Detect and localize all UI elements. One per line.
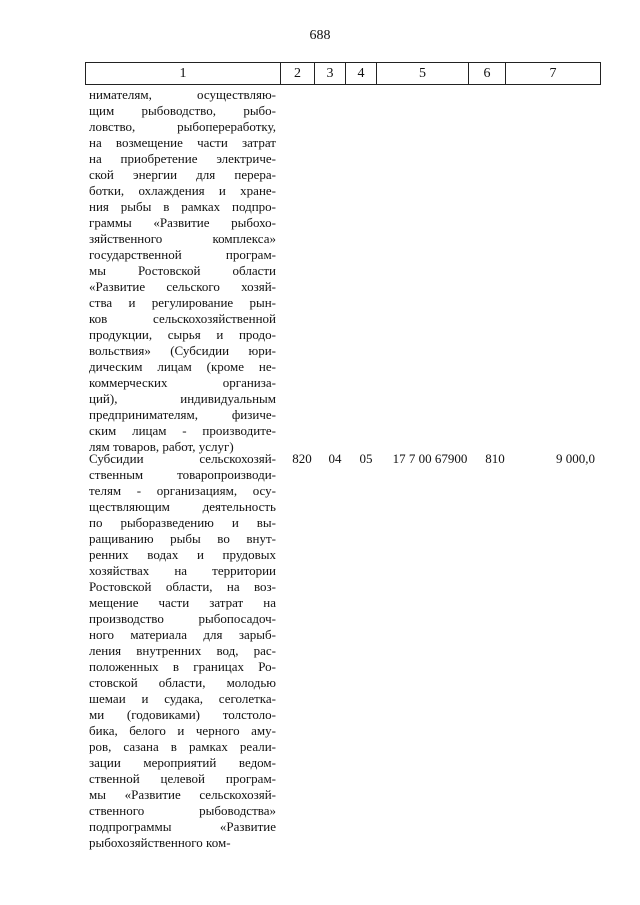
text-line: ков сельскохозяйственной: [89, 311, 276, 326]
text-line: ским лицам - производите-: [89, 423, 276, 438]
text-line: нимателям, осуществляю-: [89, 87, 276, 102]
text-line: ций), индивидуальным: [89, 391, 276, 406]
column-header-7: 7: [506, 63, 601, 85]
text-line: стовской области, молодью: [89, 675, 276, 690]
cell-ministry-code: 820: [292, 451, 312, 466]
cell-section-code: 04: [328, 451, 342, 466]
column-header-5: 5: [377, 63, 469, 85]
text-line: граммы «Развитие рыбохо-: [89, 215, 276, 230]
text-line: продукции, сырья и продо-: [89, 327, 276, 342]
text-line: по рыборазведению и вы-: [89, 515, 276, 530]
text-line: Субсидии сельскохозяй-: [89, 451, 276, 466]
text-line: ботки, охлаждения и хране-: [89, 183, 276, 198]
text-line: бика, белого и черного аму-: [89, 723, 276, 738]
column-header-6: 6: [469, 63, 506, 85]
cell-target-article-code: 17 7 00 67900: [392, 451, 468, 466]
text-line: ственной целевой програм-: [89, 771, 276, 786]
text-line: щим рыбоводство, рыбо-: [89, 103, 276, 118]
text-line: предпринимателям, физиче-: [89, 407, 276, 422]
column-header-3: 3: [315, 63, 346, 85]
text-line: лям товаров, работ, услуг): [89, 439, 234, 454]
text-line: ственного рыбоводства»: [89, 803, 276, 818]
row-description-fish-breeding-subsidy: [89, 451, 276, 851]
text-line: хозяйствах на территории: [89, 563, 276, 578]
text-line: ловство, рыбопереработку,: [89, 119, 276, 134]
text-line: государственной програм-: [89, 247, 276, 262]
page-number: 688: [309, 28, 331, 43]
column-header-4: 4: [346, 63, 377, 85]
text-line: мы «Развитие сельскохозяй-: [89, 787, 276, 802]
text-line: зации мероприятий ведом-: [89, 755, 276, 770]
text-line: зяйственного комплекса»: [89, 231, 276, 246]
text-line: мещение части затрат на: [89, 595, 276, 610]
text-line: ренних водах и прудовых: [89, 547, 276, 562]
text-line: производство рыбопосадоч-: [89, 611, 276, 626]
text-line: положенных в границах Ро-: [89, 659, 276, 674]
text-line: ращиванию рыбы во внут-: [89, 531, 276, 546]
text-line: телям - организациям, осу-: [89, 483, 276, 498]
text-line: дическим лицам (кроме не-: [89, 359, 276, 374]
table-header: [85, 62, 601, 85]
text-line: мы Ростовской области: [89, 263, 276, 278]
text-line: Ростовской области, на воз-: [89, 579, 276, 594]
text-line: рыбохозяйственного ком-: [89, 835, 231, 850]
text-line: ществляющим деятельность: [89, 499, 276, 514]
text-line: подпрограммы «Развитие: [89, 819, 276, 834]
text-line: ния рыбы в рамках подпро-: [89, 199, 276, 214]
cell-subsection-code: 05: [359, 451, 373, 466]
column-header-2: 2: [281, 63, 315, 85]
column-header-1: 1: [86, 63, 281, 85]
text-line: ления внутренних вод, рас-: [89, 643, 276, 658]
text-line: «Развитие сельского хозяй-: [89, 279, 276, 294]
text-line: шемаи и судака, сеголетка-: [89, 691, 276, 706]
text-line: на приобретение электриче-: [89, 151, 276, 166]
text-line: ров, сазана в рамках реали-: [89, 739, 276, 754]
text-line: ской энергии для перера-: [89, 167, 276, 182]
text-line: ми (годовиками) толстоло-: [89, 707, 276, 722]
cell-expense-type-code: 810: [485, 451, 505, 466]
text-line: ственным товаропроизводи-: [89, 467, 276, 482]
cell-amount: 9 000,0: [556, 451, 595, 466]
text-line: вольствия» (Субсидии юри-: [89, 343, 276, 358]
text-line: ства и регулирование рын-: [89, 295, 276, 310]
text-line: ного материала для зарыб-: [89, 627, 276, 642]
text-line: на возмещение части затрат: [89, 135, 276, 150]
text-line: коммерческих организа-: [89, 375, 276, 390]
row-description-continued: [89, 87, 276, 455]
